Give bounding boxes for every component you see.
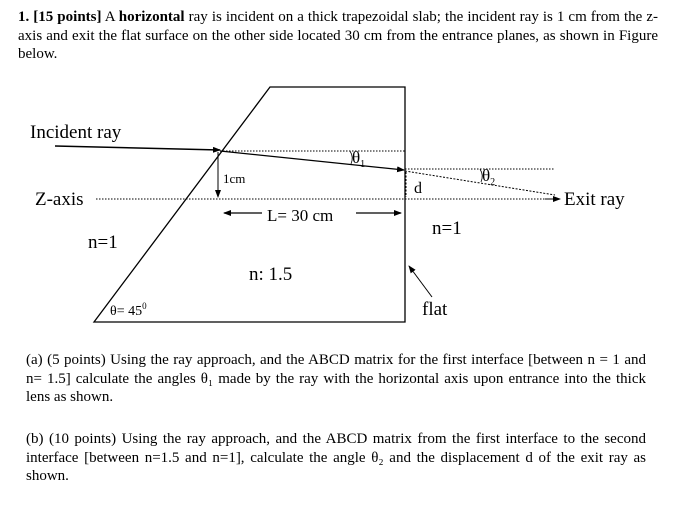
length-label: L= 30 cm <box>267 206 334 225</box>
refracted-ray <box>220 151 404 170</box>
flat-label: flat <box>422 299 448 320</box>
one-cm-label: 1cm <box>223 171 246 186</box>
exit-ray-label: Exit ray <box>564 189 625 210</box>
question-points: [15 points] <box>33 9 102 25</box>
incident-ray <box>55 146 220 150</box>
theta1-label: $\theta_1$ <box>352 148 366 170</box>
part-a-text: (a) (5 points) Using the ray approach, and the ABCD matrix for the first interface [between n = 1 and n= 1.5] calculate the angles θ₁ made by the ray with the horizontal axis upon entrance into the thick lens as shown. <box>26 352 646 405</box>
n-left-label: n=1 <box>88 232 118 253</box>
d-label: d <box>414 180 422 197</box>
question-number: 1. <box>18 9 30 25</box>
n-slab-label: n: 1.5 <box>249 264 293 285</box>
question-emphasis: horizontal <box>118 9 185 25</box>
slab-outline <box>94 87 405 322</box>
flat-pointer <box>409 266 432 297</box>
question-text-2: ray is incident on a thick trapezoidal slab; the incident ray is 1 cm from the z-axis and exit the flat surface on the other side located 30 cm from the entrance planes, as shown in Figure below. <box>18 9 658 62</box>
z-axis-label: Z-axis <box>35 189 84 210</box>
exit-ray <box>405 171 555 195</box>
base-angle-label: $\theta= 45^0$ <box>110 301 147 319</box>
n-right-label: n=1 <box>432 218 462 239</box>
theta2-label: $\theta_2$ <box>482 166 496 188</box>
part-b-text: (b) (10 points) Using the ray approach, and the ABCD matrix from the first interface to the second interface [between n=1.5 and n=1], calculate the angle θ₂ and the displacement d of the exit ray as shown. <box>26 431 646 484</box>
question-text-1: A <box>104 9 115 25</box>
incident-ray-label: Incident ray <box>30 122 122 143</box>
